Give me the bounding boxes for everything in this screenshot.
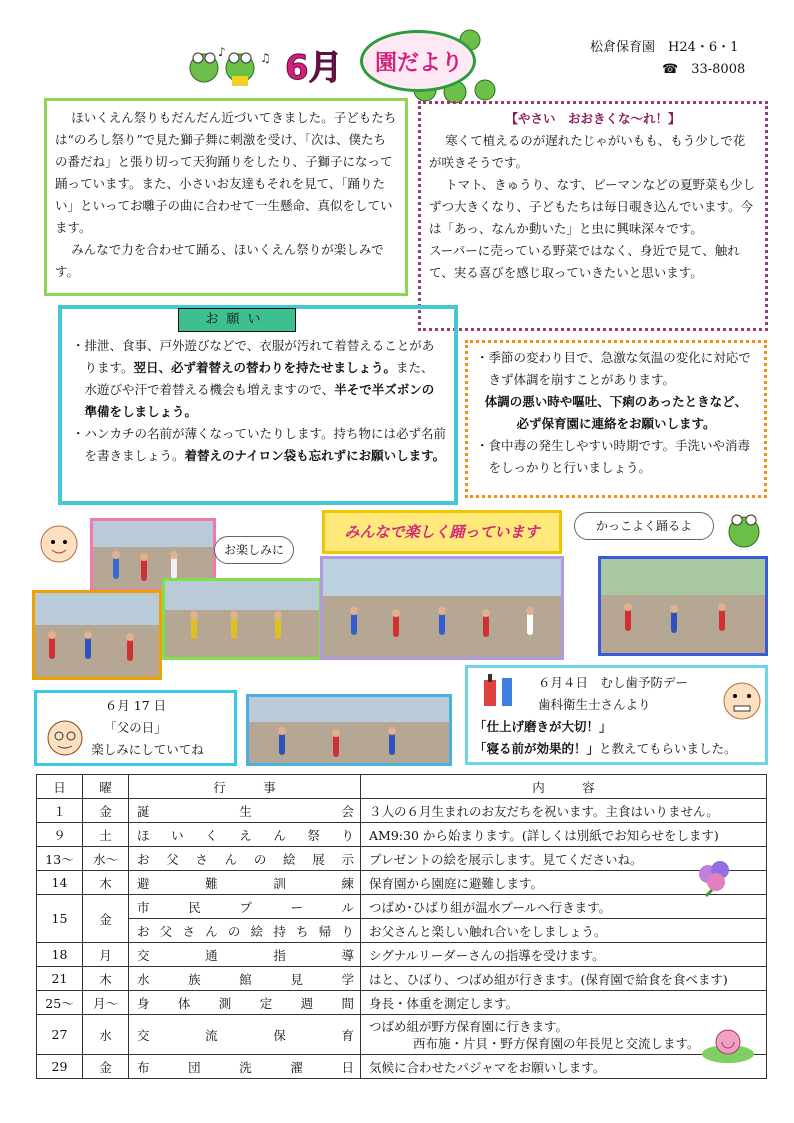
dance-banner: みんなで楽しく踊っています — [322, 510, 562, 554]
intro-paragraph: ほいくえん祭りもだんだん近づいてきました。子どもたちは“のろし祭り”で見た獅子舞に刺激を受け、「次は、僕たちの番だね」と張り切って天狗踊りをしたり、子獅子になって踊っています。また、小さいお友達もそれを見て、「踊りたい」といってお囃子の曲に合わせて一生懸命、真似をしています。 — [55, 110, 397, 235]
hydrangea-icon — [692, 856, 738, 898]
dental-day-box: ６月４日 むし歯予防デー 歯科衛生士さんより 「仕上げ磨きが大切！」 「寝る前が効果的！」と教えてもらいました。 — [465, 665, 768, 765]
request-box: ・排泄、食事、戸外遊びなどで、衣服が汚れて着替えることがあります。翌日、必ず着替えの替わりを持たせましょう。また、水遊びや汗で着替える機会も増えますので、半そで半ズボンの準備をしましょう。 ・ハンカチの名前が薄くなっていたりします。持ち物には必ず名前を書きましょう。着替えのナイロン袋も忘れずにお願いします。 — [58, 305, 458, 505]
table-row: 29 金 布団洗濯日 気候に合わせたパジャマをお願いします。 — [37, 1055, 767, 1079]
phone-number: ☎ 33-8008 — [662, 62, 746, 77]
table-row: お父さんの絵持ち帰り お父さんと楽しい触れ合いをしましょう。 — [37, 919, 767, 943]
frog-singing-icon — [182, 42, 272, 90]
phone-icon: ☎ — [662, 62, 679, 77]
speech-bubble: お楽しみに — [214, 536, 294, 564]
intro-box — [44, 98, 408, 296]
kid-brushing-icon — [718, 676, 766, 726]
speech-bubble: かっこよく踊るよ — [574, 512, 714, 540]
snail-icon — [700, 1024, 756, 1064]
month-title: 6月 — [285, 48, 343, 88]
table-row: 15 金 市民プール つばめ･ひばり組が温水プールへ行きます。 — [37, 895, 767, 919]
frog-icon — [720, 506, 768, 550]
vegetable-title: 【やさい おおきくな～れ！】 — [505, 111, 681, 126]
newsletter-title: 園だより — [374, 51, 463, 76]
dance-photo-3 — [162, 578, 322, 660]
vegetable-box — [418, 101, 768, 331]
event-schedule-table: 日 曜 行 事 内 容 １ 金 誕生会 ３人の６月生まれのお友だちを祝います。主食はいりません。 ９ 土 ほいくえん祭り AM9:30 から始まります。(詳しくは別紙でお知らせをします) 13～ 水～ お父さんの絵展示 プレゼントの絵を展示します。見てくださいね。 14 木 避難訓練 保育園から園庭に避難します。 15 金 市民プール つばめ･ひばり組が温水プールへ行きます。 お父さんの絵持ち帰り お父さんと楽しい触れ合いをしましょう。 18 月 交通指導 シグナルリーダーさんの指導を受けます。 21 木 水族館見学 はと、ひばり、つばめ組が行きます。(保育園で給食を食べます) 25～ 月～ 身体測定週間 身長・体重を測定します。 27 水 交流保育 つばめ組が野方保育園に行きます。 西布施・片貝・野方保育園の年長児と交流します。 29 金 布団洗濯日 気候に合わせたパジャマをお願いします。 — [36, 774, 767, 1079]
request-title: お願い — [178, 308, 296, 332]
season-health-box: ・季節の変わり目で、急激な気温の変化に対応できず体調を崩すことがあります。 体調の悪い時や嘔吐、下痢のあったときなど、 必ず保育園に連絡をお願いします。 ・食中毒の発生しやすい時期です。手洗いや消毒をしっかりと行いましょう。 — [465, 340, 767, 498]
table-row: 18 月 交通指導 シグナルリーダーさんの指導を受けます。 — [37, 943, 767, 967]
table-row: 21 木 水族館見学 はと、ひばり、つばめ組が行きます。(保育園で給食を食べます) — [37, 967, 767, 991]
toothpaste-icon — [480, 670, 524, 710]
fathers-day-box: ６月 17 日 「父の日」 楽しみにしていてね — [34, 690, 237, 766]
father-face-icon — [44, 712, 86, 760]
table-row: 13～ 水～ お父さんの絵展示 プレゼントの絵を展示します。見てくださいね。 — [37, 847, 767, 871]
vegetable-paragraph: トマト、きゅうり、なす、ピーマンなどの夏野菜も少しずつ大きくなり、子どもたちは毎日覗き込んでいます。今は「あっ、なんか動いた」と虫に興味深々です。 — [429, 177, 756, 236]
table-row: 25～ 月～ 身体測定週間 身長・体重を測定します。 — [37, 991, 767, 1015]
dance-photo-6 — [246, 694, 452, 766]
svg-text:♪: ♪ — [218, 45, 226, 59]
table-row: 14 木 避難訓練 保育園から園庭に避難します。 — [37, 871, 767, 895]
intro-paragraph: みんなで力を合わせて踊る、ほいくえん祭りが楽しみです。 — [55, 242, 384, 279]
table-row: １ 金 誕生会 ３人の６月生まれのお友だちを祝います。主食はいりません。 — [37, 799, 767, 823]
dance-photo-2 — [32, 590, 162, 680]
dance-photo-4 — [320, 556, 564, 660]
baby-icon — [34, 520, 84, 572]
vegetable-paragraph: 寒くて植えるのが遅れたじゃがいもも、もう少しで花が咲きそうです。 — [429, 133, 746, 170]
table-row: 27 水 交流保育 つばめ組が野方保育園に行きます。 西布施・片貝・野方保育園の年長児と交流します。 — [37, 1015, 767, 1055]
svg-text:♫: ♫ — [260, 51, 271, 65]
dance-photo-5 — [598, 556, 768, 656]
table-row: ９ 土 ほいくえん祭り AM9:30 から始まります。(詳しくは別紙でお知らせをします) — [37, 823, 767, 847]
school-name-date: 松倉保育園 H24・6・1 — [590, 40, 739, 55]
vegetable-paragraph: スーパーに売っている野菜ではなく、身近で見て、触れて、実る喜びを感じ取っていきたいと思います。 — [429, 243, 740, 280]
